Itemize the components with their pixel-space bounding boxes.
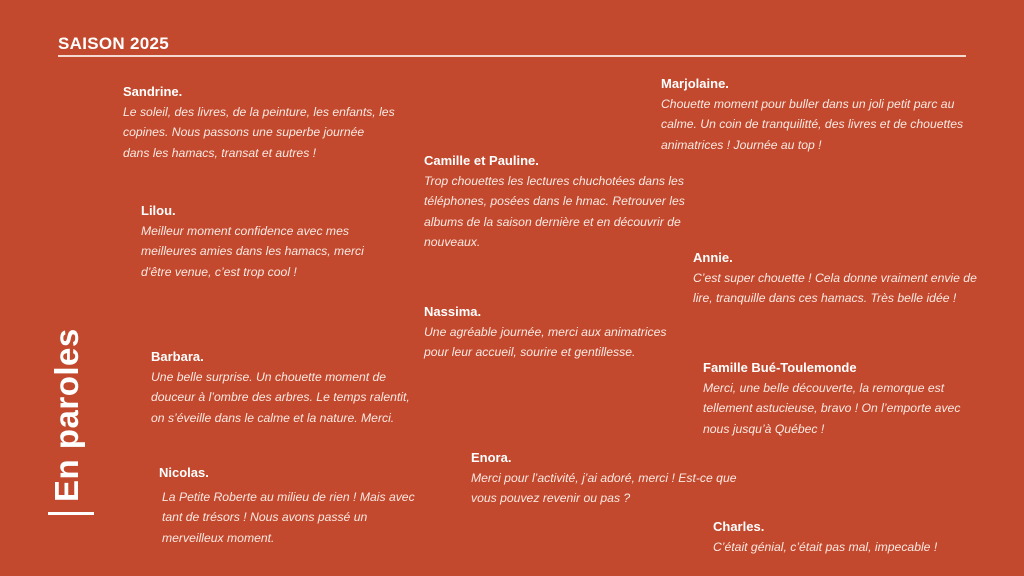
testimonial-line: Trop chouettes les lectures chuchotées dans les (424, 174, 684, 188)
testimonial-author: Nicolas. (159, 465, 209, 480)
testimonial-line: Merci, une belle découverte, la remorque est (703, 381, 945, 395)
testimonial-line: C’est super chouette ! Cela donne vraiment envie de (693, 271, 977, 285)
testimonial-line: on s’éveille dans le calme et la nature. Merci. (151, 410, 395, 425)
testimonial-nicolas (159, 463, 449, 548)
header-divider (58, 55, 966, 57)
side-title-bar (48, 512, 94, 515)
testimonial-line: tant de trésors ! Nous avons passé un (162, 510, 368, 525)
testimonial-author: Enora. (471, 450, 512, 465)
testimonial-charles (713, 517, 1013, 557)
testimonial-author: Lilou. (141, 203, 176, 218)
testimonial-line: douceur à l’ombre des arbres. Le temps ralentit, (151, 390, 410, 405)
testimonial-enora (471, 448, 791, 509)
testimonial-line: Une agréable journée, merci aux animatrices (424, 325, 667, 339)
testimonial-nassima (424, 302, 724, 363)
testimonial-line: meilleures amies dans les hamacs, merci (141, 244, 364, 259)
testimonial-line: Le soleil, des livres, de la peinture, les enfants, les (123, 105, 395, 119)
testimonial-line: vous pouvez revenir ou pas ? (471, 491, 631, 506)
testimonial-barbara (151, 347, 451, 428)
testimonial-author: Barbara. (151, 349, 204, 364)
testimonial-line: Meilleur moment confidence avec mes (141, 224, 349, 238)
testimonial-sandrine (123, 82, 423, 163)
testimonial-line: copines. Nous passons une superbe journée (123, 125, 365, 140)
testimonial-camille-pauline (424, 151, 724, 252)
testimonial-author: Camille et Pauline. (424, 153, 539, 168)
testimonial-line: merveilleux moment. (162, 530, 275, 545)
testimonial-author: Sandrine. (123, 84, 183, 99)
testimonial-famille-bue-toulemonde (703, 358, 1003, 439)
page-title: SAISON 2025 (58, 34, 170, 53)
testimonial-line: téléphones, posées dans le hmac. Retrouver les (424, 194, 685, 209)
testimonial-author: Nassima. (424, 304, 482, 319)
testimonial-line: Merci pour l’activité, j’ai adoré, merci ! Est-ce que (471, 471, 737, 485)
testimonial-line: tellement astucieuse, bravo ! On l’emporte avec (703, 401, 961, 416)
testimonial-line: d’être venue, c’est trop cool ! (141, 264, 297, 279)
testimonial-line: Chouette moment pour buller dans un joli petit parc au (661, 97, 955, 111)
testimonial-annie (693, 248, 1013, 309)
testimonial-line: nous jusqu’à Québec ! (703, 421, 825, 436)
testimonial-author: Famille Bué-Toulemonde (703, 360, 857, 375)
testimonial-line: calme. Un coin de tranquilitté, des livres et de chouettes (661, 117, 964, 132)
testimonial-line: C’était génial, c’était pas mal, impecable ! (713, 540, 938, 554)
side-title: En paroles (48, 328, 85, 502)
testimonial-line: animatrices ! Journée au top ! (661, 137, 822, 152)
testimonial-line: lire, tranquille dans ces hamacs. Très belle idée ! (693, 291, 957, 306)
testimonial-line: Une belle surprise. Un chouette moment de (151, 370, 387, 384)
testimonial-author: Charles. (713, 519, 765, 534)
testimonial-line: dans les hamacs, transat et autres ! (123, 145, 317, 160)
testimonial-author: Annie. (693, 250, 733, 265)
testimonial-marjolaine (661, 74, 996, 155)
testimonial-line: pour leur accueil, sourire et gentillesse. (424, 345, 636, 360)
testimonial-line: nouveaux. (424, 234, 481, 249)
testimonial-line: La Petite Roberte au milieu de rien ! Mais avec (162, 490, 415, 504)
testimonial-author: Marjolaine. (661, 76, 729, 91)
testimonial-lilou (141, 201, 391, 282)
testimonial-line: albums de la saison dernière et en découvrir de (424, 214, 681, 229)
